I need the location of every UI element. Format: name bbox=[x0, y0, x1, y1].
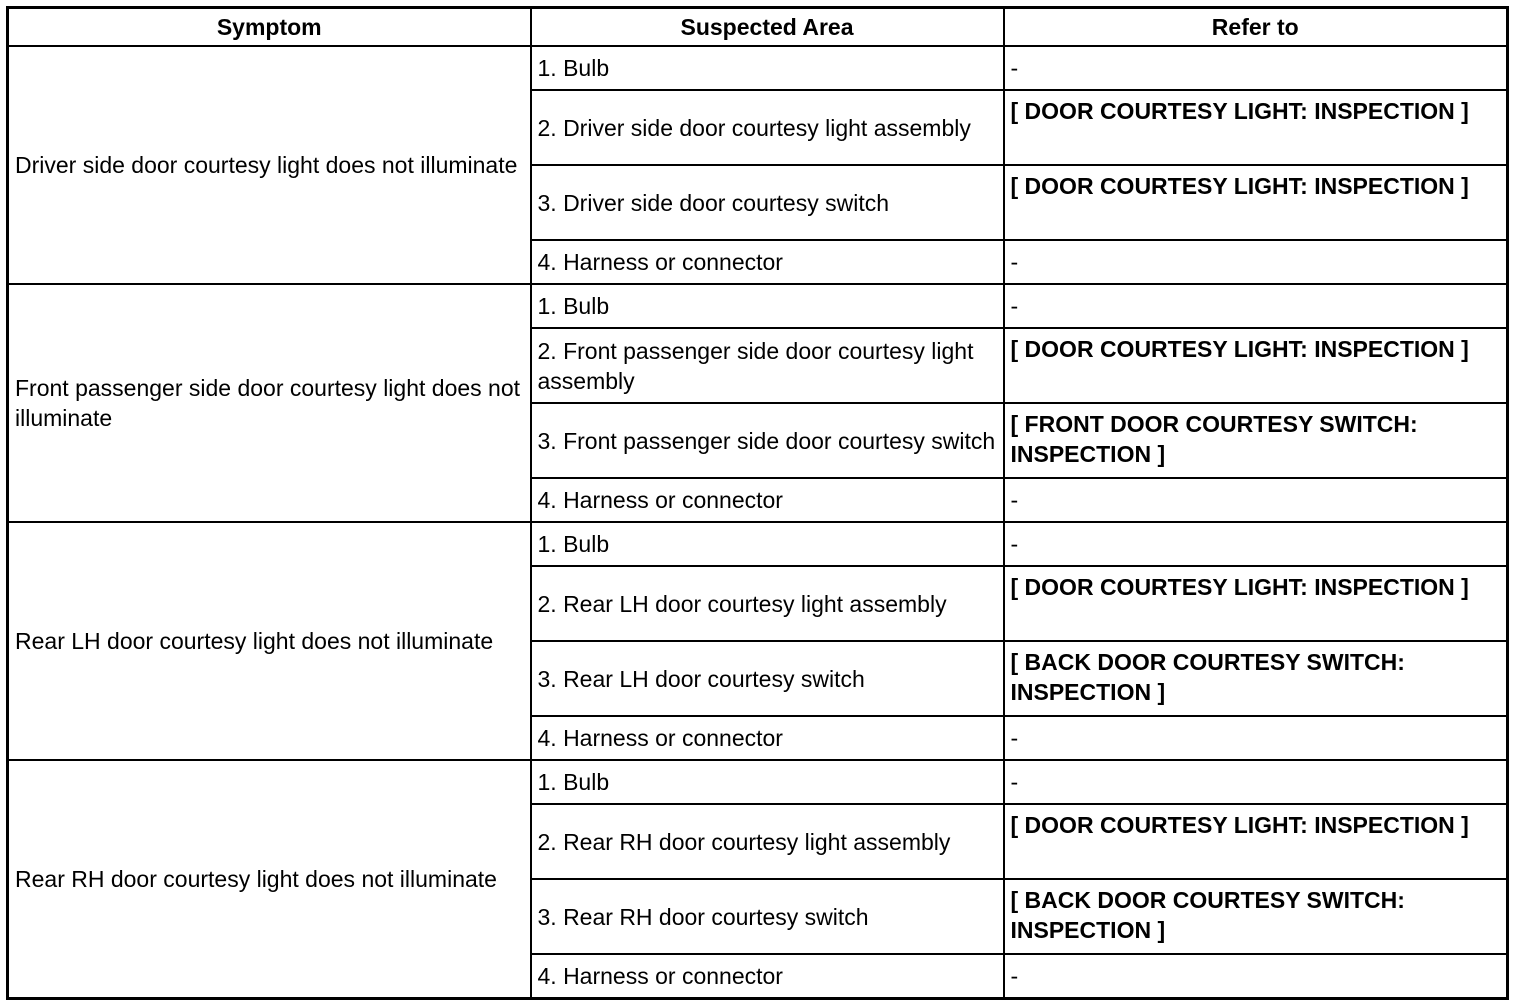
suspected-area-cell: 2. Driver side door courtesy light assembly bbox=[531, 90, 1004, 165]
suspected-area-cell: 3. Rear RH door courtesy switch bbox=[531, 879, 1004, 954]
suspected-area-cell: 4. Harness or connector bbox=[531, 954, 1004, 999]
symptom-table bbox=[6, 6, 1509, 1000]
header-suspected-area: Suspected Area bbox=[531, 8, 1004, 47]
suspected-area-cell: 4. Harness or connector bbox=[531, 240, 1004, 284]
suspected-area-cell: 1. Bulb bbox=[531, 284, 1004, 328]
table-row bbox=[8, 522, 1508, 566]
suspected-area-cell: 2. Front passenger side door courtesy light assembly bbox=[531, 328, 1004, 403]
refer-link[interactable]: [ DOOR COURTESY LIGHT: INSPECTION ] bbox=[1004, 566, 1508, 641]
refer-cell: - bbox=[1004, 478, 1508, 522]
symptom-cell: Driver side door courtesy light does not illuminate bbox=[8, 46, 531, 284]
refer-link[interactable]: [ BACK DOOR COURTESY SWITCH: INSPECTION ] bbox=[1004, 879, 1508, 954]
symptom-cell: Rear LH door courtesy light does not illuminate bbox=[8, 522, 531, 760]
table-row bbox=[8, 284, 1508, 328]
refer-cell: - bbox=[1004, 240, 1508, 284]
suspected-area-cell: 1. Bulb bbox=[531, 760, 1004, 804]
refer-cell: - bbox=[1004, 716, 1508, 760]
refer-link[interactable]: [ DOOR COURTESY LIGHT: INSPECTION ] bbox=[1004, 165, 1508, 240]
symptom-table-container bbox=[6, 6, 1506, 1000]
refer-link[interactable]: [ DOOR COURTESY LIGHT: INSPECTION ] bbox=[1004, 90, 1508, 165]
refer-link[interactable]: [ FRONT DOOR COURTESY SWITCH: INSPECTION ] bbox=[1004, 403, 1508, 478]
refer-link[interactable]: [ DOOR COURTESY LIGHT: INSPECTION ] bbox=[1004, 328, 1508, 403]
header-symptom: Symptom bbox=[8, 8, 531, 47]
refer-link[interactable]: [ DOOR COURTESY LIGHT: INSPECTION ] bbox=[1004, 804, 1508, 879]
symptom-cell: Front passenger side door courtesy light does not illuminate bbox=[8, 284, 531, 522]
suspected-area-cell: 4. Harness or connector bbox=[531, 478, 1004, 522]
refer-cell: - bbox=[1004, 46, 1508, 90]
suspected-area-cell: 1. Bulb bbox=[531, 46, 1004, 90]
suspected-area-cell: 3. Driver side door courtesy switch bbox=[531, 165, 1004, 240]
suspected-area-cell: 3. Front passenger side door courtesy switch bbox=[531, 403, 1004, 478]
refer-cell: - bbox=[1004, 760, 1508, 804]
suspected-area-cell: 1. Bulb bbox=[531, 522, 1004, 566]
symptom-cell: Rear RH door courtesy light does not illuminate bbox=[8, 760, 531, 999]
refer-cell: - bbox=[1004, 954, 1508, 999]
refer-cell: - bbox=[1004, 522, 1508, 566]
suspected-area-cell: 2. Rear LH door courtesy light assembly bbox=[531, 566, 1004, 641]
suspected-area-cell: 2. Rear RH door courtesy light assembly bbox=[531, 804, 1004, 879]
suspected-area-cell: 3. Rear LH door courtesy switch bbox=[531, 641, 1004, 716]
table-row bbox=[8, 46, 1508, 90]
refer-link[interactable]: [ BACK DOOR COURTESY SWITCH: INSPECTION ] bbox=[1004, 641, 1508, 716]
header-row bbox=[8, 8, 1508, 47]
table-row bbox=[8, 760, 1508, 804]
refer-cell: - bbox=[1004, 284, 1508, 328]
suspected-area-cell: 4. Harness or connector bbox=[531, 716, 1004, 760]
header-refer-to: Refer to bbox=[1004, 8, 1508, 47]
